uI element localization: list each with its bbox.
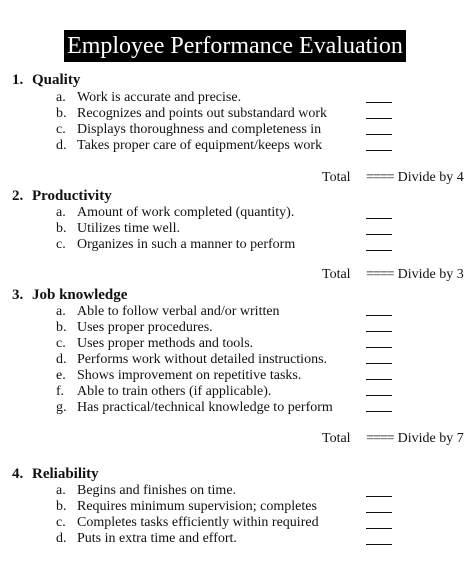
total-label: Total (322, 267, 351, 282)
divide-instruction (366, 267, 464, 283)
divide-instruction (366, 170, 464, 186)
list-item (56, 122, 321, 138)
list-item (56, 499, 317, 515)
item-letter: f. (56, 384, 65, 399)
item-text: Uses proper procedures. (77, 320, 213, 335)
section-productivity-heading (12, 188, 112, 205)
item-letter: b. (56, 106, 67, 121)
item-letter: d. (56, 531, 67, 546)
score-blank-line[interactable] (366, 411, 392, 412)
item-letter: c. (56, 515, 66, 530)
total-label: Total (322, 431, 351, 446)
list-item (56, 205, 294, 221)
score-blank-line[interactable] (366, 379, 392, 380)
item-text: Completes tasks efficiently within required (77, 515, 319, 530)
list-item (56, 400, 333, 416)
score-blank-line[interactable] (366, 331, 392, 332)
section-number: 2. (12, 188, 24, 204)
list-item (56, 531, 237, 547)
item-text: Takes proper care of equipment/keeps work (77, 138, 323, 153)
score-blank-line[interactable] (366, 363, 392, 364)
list-item (56, 515, 319, 531)
item-letter: c. (56, 237, 66, 252)
item-text: Organizes in such a manner to perform (77, 237, 296, 252)
score-blank-line[interactable] (366, 528, 392, 529)
total-label: Total (322, 170, 351, 185)
section-number: 4. (12, 466, 24, 482)
item-letter: d. (56, 352, 67, 367)
item-text: Utilizes time well. (77, 221, 181, 236)
section-title: Job knowledge (32, 287, 128, 303)
section-job-knowledge-heading (12, 287, 127, 304)
list-item (56, 384, 271, 400)
score-blank-line[interactable] (366, 234, 392, 235)
section-number: 3. (12, 287, 24, 303)
score-blank-line[interactable] (366, 315, 392, 316)
divide-instruction (366, 431, 464, 447)
score-blank-line[interactable] (366, 134, 392, 135)
score-blank-line[interactable] (366, 496, 392, 497)
item-letter: a. (56, 483, 66, 498)
item-text: Has practical/technical knowledge to perform (77, 400, 333, 415)
section-reliability-heading (12, 466, 99, 483)
item-text: Amount of work completed (quantity). (77, 205, 295, 220)
score-blank-line[interactable] (366, 218, 392, 219)
item-text: Puts in extra time and effort. (77, 531, 237, 546)
divide-text: Divide by 4 (397, 170, 464, 185)
section-title: Reliability (32, 466, 99, 482)
section-number: 1. (12, 72, 24, 88)
item-text: Begins and finishes on time. (77, 483, 237, 498)
divide-text: Divide by 7 (397, 431, 464, 446)
list-item (56, 336, 253, 352)
item-letter: d. (56, 138, 67, 153)
item-letter: a. (56, 90, 66, 105)
item-letter: b. (56, 499, 67, 514)
item-text: Shows improvement on repetitive tasks. (77, 368, 302, 383)
equals-line: ==== (366, 431, 394, 446)
section-title: Productivity (32, 188, 112, 204)
score-blank-line[interactable] (366, 544, 392, 545)
equals-line: ==== (366, 267, 394, 282)
item-letter: c. (56, 122, 66, 137)
score-blank-line[interactable] (366, 250, 392, 251)
divide-text: Divide by 3 (397, 267, 464, 282)
list-item (56, 221, 180, 237)
document-title: Employee Performance Evaluation (64, 30, 406, 62)
list-item (56, 320, 213, 336)
item-letter: c. (56, 336, 66, 351)
score-blank-line[interactable] (366, 118, 392, 119)
item-text: Requires minimum supervision; completes (77, 499, 317, 514)
list-item (56, 237, 295, 253)
section-title: Quality (32, 72, 81, 88)
list-item (56, 304, 280, 320)
item-text: Able to train others (if applicable). (77, 384, 272, 399)
score-blank-line[interactable] (366, 512, 392, 513)
score-blank-line[interactable] (366, 347, 392, 348)
item-letter: e. (56, 368, 66, 383)
item-letter: g. (56, 400, 67, 415)
item-text: Performs work without detailed instructions. (77, 352, 328, 367)
list-item (56, 483, 236, 499)
score-blank-line[interactable] (366, 395, 392, 396)
item-text: Work is accurate and precise. (77, 90, 242, 105)
item-letter: b. (56, 320, 67, 335)
item-letter: a. (56, 304, 66, 319)
list-item (56, 368, 301, 384)
score-blank-line[interactable] (366, 150, 392, 151)
list-item (56, 138, 322, 154)
item-text: Able to follow verbal and/or written (77, 304, 280, 319)
list-item (56, 352, 327, 368)
section-quality-heading (12, 72, 80, 89)
equals-line: ==== (366, 170, 394, 185)
list-item (56, 90, 241, 106)
list-item (56, 106, 327, 122)
item-letter: b. (56, 221, 67, 236)
item-letter: a. (56, 205, 66, 220)
score-blank-line[interactable] (366, 102, 392, 103)
item-text: Recognizes and points out substandard work (77, 106, 328, 121)
item-text: Displays thoroughness and completeness in (77, 122, 322, 137)
item-text: Uses proper methods and tools. (77, 336, 254, 351)
